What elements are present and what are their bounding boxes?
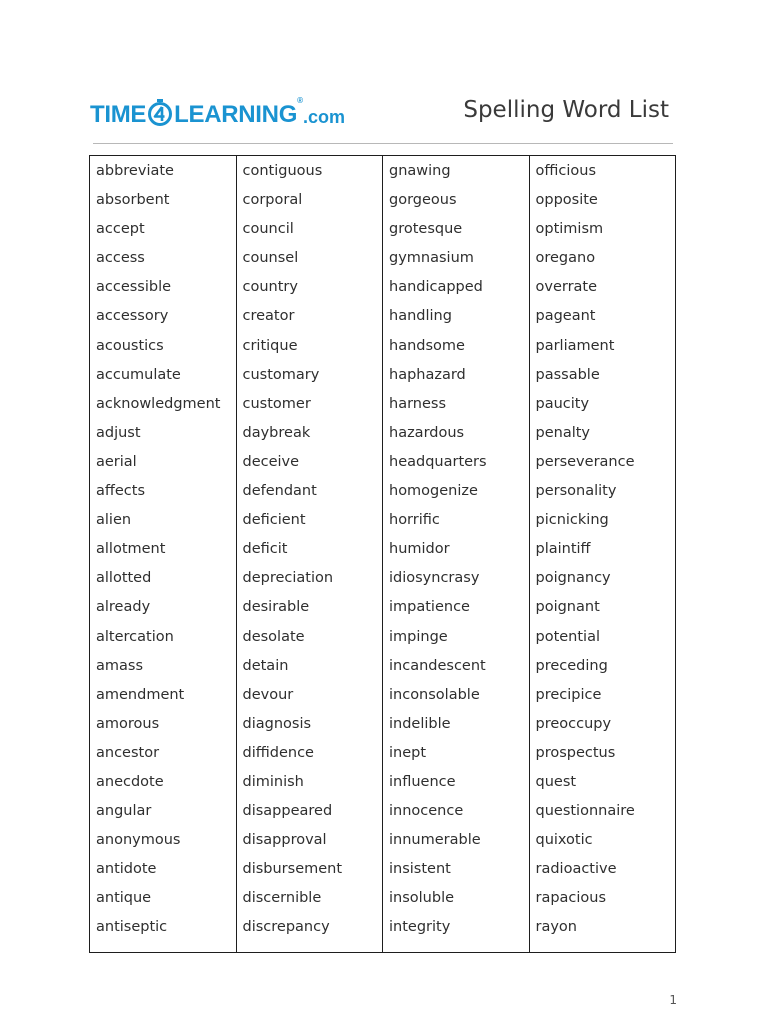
spelling-word: council	[242, 221, 294, 238]
logo-learning-text: LEARNING	[174, 101, 298, 128]
spelling-word: inept	[389, 744, 427, 761]
spelling-word: country	[242, 279, 298, 296]
spelling-word: quest	[535, 773, 577, 790]
spelling-word: antique	[96, 890, 152, 907]
spelling-word: optimism	[535, 221, 604, 238]
spelling-word: precipice	[535, 686, 602, 703]
spelling-word: questionnaire	[535, 803, 635, 820]
spelling-word: rayon	[535, 919, 577, 936]
spelling-word: overrate	[535, 279, 598, 296]
spelling-word: penalty	[535, 424, 590, 441]
spelling-word: handling	[389, 308, 452, 325]
spelling-word: adjust	[96, 424, 141, 441]
spelling-word: prospectus	[535, 744, 616, 761]
spelling-word: idiosyncrasy	[389, 570, 480, 587]
spelling-word: potential	[535, 628, 600, 645]
spelling-word: affects	[96, 483, 146, 500]
spelling-word: corporal	[242, 192, 303, 209]
spelling-word: gnawing	[389, 163, 451, 179]
spelling-word: pageant	[535, 308, 596, 325]
spelling-word: deceive	[242, 453, 300, 470]
spelling-word: accessory	[96, 308, 169, 325]
spelling-word: picnicking	[535, 512, 609, 529]
spelling-word: quixotic	[535, 832, 593, 849]
clock-four-icon	[147, 98, 173, 128]
spelling-word: passable	[535, 366, 600, 383]
spelling-word: disappeared	[242, 803, 333, 820]
logo-time-text: TIME	[90, 101, 147, 128]
spelling-word: harness	[389, 395, 447, 412]
spelling-word: allotted	[96, 570, 152, 587]
header-divider	[93, 143, 673, 144]
spelling-word: acoustics	[96, 337, 164, 354]
spelling-word: grotesque	[389, 221, 463, 238]
spelling-word: influence	[389, 773, 456, 790]
word-column-1	[90, 156, 237, 952]
spelling-word: radioactive	[535, 861, 617, 878]
spelling-word: innocence	[389, 803, 464, 820]
spelling-word: disbursement	[242, 861, 343, 878]
spelling-word: aerial	[96, 453, 137, 470]
spelling-word: altercation	[96, 628, 174, 645]
registered-mark: ®	[297, 96, 303, 105]
spelling-word: amorous	[96, 715, 160, 732]
spelling-word: accumulate	[96, 366, 181, 383]
spelling-word: integrity	[389, 919, 451, 936]
spelling-word: devour	[242, 686, 294, 703]
spelling-word: deficient	[242, 512, 306, 529]
spelling-word: personality	[535, 483, 617, 500]
spelling-word: preoccupy	[535, 715, 612, 732]
spelling-word: impatience	[389, 599, 470, 616]
spelling-word: ancestor	[96, 744, 160, 761]
spelling-word: haphazard	[389, 366, 466, 383]
spelling-word: handicapped	[389, 279, 483, 296]
spelling-word: innumerable	[389, 832, 481, 849]
spelling-word: desolate	[242, 628, 305, 645]
spelling-word: alien	[96, 512, 132, 529]
spelling-word: indelible	[389, 715, 451, 732]
spelling-word: headquarters	[389, 453, 487, 470]
spelling-word: horrific	[389, 512, 440, 529]
spelling-word: homogenize	[389, 483, 478, 500]
spelling-word: deficit	[242, 541, 288, 558]
spelling-word: customary	[242, 366, 320, 383]
spelling-word: customer	[242, 395, 311, 412]
spelling-word: critique	[242, 337, 298, 354]
spelling-word: discrepancy	[242, 919, 330, 936]
spelling-word: insistent	[389, 861, 451, 878]
page-title: Spelling Word List	[463, 97, 669, 123]
spelling-word: opposite	[535, 192, 598, 209]
spelling-word: paucity	[535, 395, 590, 412]
spelling-word: humidor	[389, 541, 450, 558]
spelling-word: diffidence	[242, 744, 314, 761]
spelling-word: perseverance	[535, 453, 635, 470]
spelling-word: diminish	[242, 773, 304, 790]
spelling-word: officious	[535, 163, 597, 179]
spelling-word: rapacious	[535, 890, 607, 907]
spelling-word: discernible	[242, 890, 322, 907]
page-number: 1	[669, 993, 677, 1007]
spelling-word: detain	[242, 657, 289, 674]
spelling-word: antiseptic	[96, 919, 168, 936]
time4learning-logo[interactable]	[90, 84, 345, 128]
spelling-word: allotment	[96, 541, 166, 558]
spelling-word: poignant	[535, 599, 600, 616]
spelling-word: insoluble	[389, 890, 455, 907]
spelling-word: parliament	[535, 337, 615, 354]
logo-domain-suffix: .com	[302, 107, 345, 127]
spelling-word: defendant	[242, 483, 317, 500]
spelling-word: daybreak	[242, 424, 311, 441]
spelling-word: anonymous	[96, 832, 181, 849]
spelling-word: gymnasium	[389, 250, 474, 267]
spelling-word: handsome	[389, 337, 465, 354]
spelling-word: impinge	[389, 628, 448, 645]
spelling-word: absorbent	[96, 192, 170, 209]
spelling-word: diagnosis	[242, 715, 312, 732]
spelling-word: angular	[96, 803, 152, 820]
spelling-word: amendment	[96, 686, 185, 703]
spelling-word: plaintiff	[535, 541, 591, 558]
spelling-word: depreciation	[242, 570, 334, 587]
spelling-word: hazardous	[389, 424, 465, 441]
word-list-table	[89, 155, 676, 953]
word-column-3	[383, 156, 530, 952]
spelling-word: gorgeous	[389, 192, 457, 209]
spelling-word: access	[96, 250, 145, 267]
spelling-word: acknowledgment	[96, 395, 221, 412]
spelling-word: disapproval	[242, 832, 327, 849]
spelling-word: oregano	[535, 250, 596, 267]
spelling-word: abbreviate	[96, 163, 174, 179]
spelling-word: creator	[242, 308, 295, 325]
spelling-word: anecdote	[96, 773, 164, 790]
spelling-word: accessible	[96, 279, 172, 296]
spelling-word: already	[96, 599, 151, 616]
word-column-2	[237, 156, 384, 952]
word-column-4	[530, 156, 676, 952]
spelling-word: desirable	[242, 599, 310, 616]
spelling-word: inconsolable	[389, 686, 480, 703]
spelling-word: contiguous	[242, 163, 323, 179]
spelling-word: counsel	[242, 250, 299, 267]
spelling-word: accept	[96, 221, 145, 238]
spelling-word: preceding	[535, 657, 608, 674]
spelling-word: antidote	[96, 861, 157, 878]
spelling-word: amass	[96, 657, 144, 674]
spelling-word: poignancy	[535, 570, 611, 587]
spelling-word: incandescent	[389, 657, 486, 674]
